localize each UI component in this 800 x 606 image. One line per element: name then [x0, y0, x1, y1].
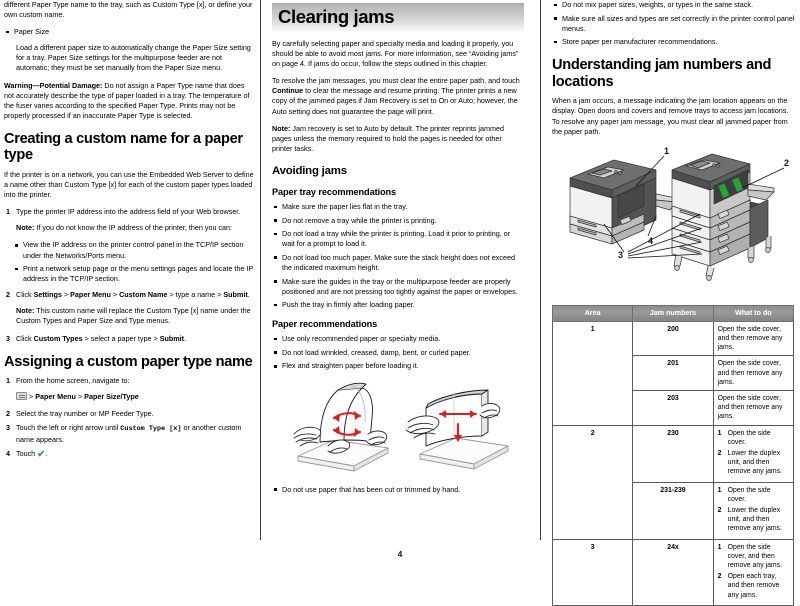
bullet-text: Make sure all sizes and types are set correctly in the printer control panel menus.	[562, 13, 795, 33]
assigning-steps	[4, 376, 254, 386]
column-header-jam-numbers: Jam numbers	[633, 305, 713, 321]
bullet-text: Do not mix paper sizes, weights, or types in the same stack.	[562, 0, 753, 9]
custom-name-step3	[4, 334, 254, 344]
step3-post: or another custom name appears.	[16, 423, 242, 444]
note-label: Note:	[272, 123, 291, 133]
paper-recommendation-list-after	[272, 485, 524, 495]
sep: >	[110, 290, 120, 300]
cell-what-to-do: Open the side cover, and then remove any jams.	[713, 356, 793, 391]
column-divider-left	[260, 0, 261, 540]
cell-jam-number: 230	[633, 425, 713, 482]
bullet-text: Store paper per manufacturer recommendations.	[562, 37, 718, 47]
menu-custom-types: Custom Types	[33, 333, 83, 343]
step-number: 2	[6, 290, 10, 300]
sep: >	[61, 290, 71, 300]
list-item	[272, 229, 524, 249]
custom-name-steps	[4, 207, 254, 217]
substep-number: 1	[717, 486, 722, 494]
cell-what-to-do: Open the side cover, and then remove any jams.	[713, 390, 793, 425]
note-body: Jam recovery is set to Auto by default. The printer reprints jammed pages unless the memory required to hold the pages is needed for other printer tasks.	[272, 123, 504, 153]
home-icon	[16, 392, 27, 400]
note-label: Note:	[16, 223, 35, 233]
callout-3: 3	[618, 249, 624, 260]
list-item	[272, 300, 524, 310]
substep-number: 1	[717, 429, 722, 437]
step3-prefix: Click	[16, 333, 34, 343]
clearing-jams-intro-2	[272, 76, 524, 116]
sep: >	[75, 392, 85, 402]
paper-size-bullet-label: Paper Size	[14, 27, 50, 37]
heading-assigning-custom-paper-type: Assigning a custom paper type name	[4, 353, 253, 370]
heading-paper-recommendations: Paper recommendations	[272, 319, 378, 330]
list-item	[272, 334, 524, 344]
menu-submit: Submit	[159, 333, 185, 343]
cell-jam-number: 200	[633, 321, 713, 356]
step1-sub-bullets	[13, 240, 254, 284]
continued-paragraph: different Paper Type name to the tray, such as Custom Type [x], or define your own custom name.	[4, 0, 253, 20]
list-item	[13, 264, 254, 284]
menu-custom-name: Custom Name	[119, 290, 168, 300]
list-item	[4, 409, 254, 419]
jam-numbers-intro: When a jam occurs, a message indicating the jam location appears on the display. Open doors and covers and remove trays to access jam locations. To resolve any paper jam message, you must clear all jammed paper from the paper path.	[552, 96, 789, 136]
menu-paper-menu: Paper Menu	[70, 290, 111, 300]
step3-end: .	[184, 333, 187, 343]
cell-area	[553, 482, 633, 539]
menu-paper-size-type: Paper Size/Type	[84, 392, 139, 402]
step-text	[16, 290, 250, 299]
step-number: 3	[6, 423, 10, 433]
list-item	[552, 14, 796, 34]
list-item	[718, 429, 789, 447]
step-text: From the home screen, navigate to:	[16, 376, 130, 386]
paper-tray-recommendation-list	[272, 202, 524, 310]
substep-number: 2	[717, 507, 722, 514]
continue-button-label: Continue	[272, 86, 304, 96]
custom-name-intro: If the printer is on a network, you can use the Embedded Web Server to define a name other than Custom Type [x] for each of the custom paper types loaded into the printer.	[4, 169, 254, 200]
home-screen-navigation-path	[16, 392, 254, 402]
menu-settings: Settings	[33, 290, 62, 300]
step2-end: .	[247, 290, 250, 300]
step-text	[16, 334, 186, 343]
bullet-text: Do not load a tray while the printer is printing. Load it prior to printing, or wait for a prompt to load it.	[282, 229, 511, 249]
flex-paper-illustration	[276, 378, 524, 479]
substep-text: Lower the duplex unit, and then remove any jams.	[727, 449, 783, 476]
step2-mid: > type a name >	[167, 290, 224, 300]
substep-text: Open the side cover.	[727, 429, 771, 446]
page-number: 4	[397, 549, 403, 559]
jam-recovery-note	[272, 124, 524, 154]
column-header-what-to-do: What to do	[713, 305, 793, 321]
substep-list	[718, 486, 789, 534]
step-text: Type the printer IP address into the address field of your Web browser.	[16, 207, 241, 217]
step-number: 3	[6, 333, 10, 343]
warning-paragraph	[4, 81, 254, 121]
heading-creating-custom-name: Creating a custom name for a paper type	[4, 130, 243, 164]
list-item	[718, 486, 789, 504]
substep-number: 1	[717, 543, 722, 551]
list-item	[272, 202, 524, 212]
intro2-a: To resolve the jam messages, you must clear the entire paper path, and touch	[272, 76, 520, 86]
step-number: 2	[6, 409, 10, 419]
menu-paper-menu: Paper Menu	[35, 392, 76, 402]
list-item	[272, 485, 524, 495]
assigning-steps-rest	[4, 409, 254, 458]
list-item	[4, 423, 254, 444]
heading-paper-tray-recommendations: Paper tray recommendations	[272, 186, 397, 197]
warning-body: Do not assign a Paper Type name that does not accurately describe the type of paper loaded in a tray. The temperature of the fuser varies according to the specified Paper Type. Prints may not be properly processed if an inaccurate Paper Type is selected.	[4, 80, 250, 120]
list-item	[718, 572, 789, 600]
sub-bullet-text: View the IP address on the printer control panel in the TCP/IP section under the Networks/Ports menu.	[23, 240, 244, 260]
note-body: This custom name will replace the Custom Type [x] name under the Custom Types and Paper Size and Type menus.	[16, 306, 251, 326]
step1-note	[16, 223, 254, 233]
sub-bullet-text: Print a network setup page or the menu settings pages and locate the IP address in the TCP/IP section.	[23, 264, 254, 284]
bullet-text: Flex and straighten paper before loading it.	[282, 361, 419, 371]
list-item	[718, 506, 789, 534]
sep: >	[27, 392, 36, 402]
heading-avoiding-jams: Avoiding jams	[272, 164, 347, 177]
substep-number: 2	[717, 449, 722, 457]
list-item	[272, 277, 524, 297]
heading-understanding-jam-numbers: Understanding jam numbers and locations	[552, 57, 772, 90]
cell-area: 2	[553, 425, 633, 482]
list-item	[718, 449, 789, 477]
list-item	[272, 253, 524, 273]
substep-text: Open each tray, and then remove any jams.	[727, 573, 780, 599]
callout-4: 4	[648, 235, 654, 246]
step3-pre: Touch the left or right arrow until	[16, 423, 121, 433]
list-item	[4, 449, 254, 459]
jam-numbers-table	[552, 305, 794, 606]
list-item	[4, 207, 254, 217]
cell-what-to-do	[713, 425, 793, 482]
left-column	[4, 0, 254, 540]
clearing-jams-intro-1: By carefully selecting paper and specialty media and loading it properly, you should be able to avoid most jams. For more information, see “Avoiding jams” on page 4. If jams do occur, follow the steps outlined in this chapter.	[272, 39, 519, 69]
note-body: If you do not know the IP address of the printer, then you can:	[34, 223, 233, 233]
callout-2: 2	[784, 157, 790, 168]
step-text	[16, 449, 47, 458]
table-row	[553, 425, 794, 482]
list-item	[4, 376, 254, 386]
table-row	[553, 482, 794, 539]
step3-mid: > select a paper type >	[82, 333, 160, 343]
chapter-title-banner: Clearing jams	[272, 3, 524, 31]
cell-area: 3	[553, 539, 633, 605]
paper-recommendation-list	[272, 334, 524, 371]
step-text: Select the tray number or MP Feeder Type.	[16, 409, 154, 419]
step4-post: .	[45, 448, 48, 458]
column-header-area: Area	[553, 305, 633, 321]
callout-1: 1	[664, 145, 670, 156]
paper-recommendation-continued-list	[552, 0, 796, 47]
cell-area: 1	[553, 321, 633, 356]
bullet-text: Do not load too much paper. Make sure the stack height does not exceed the indicated maximum height.	[282, 252, 515, 272]
bullet-text: Do not load wrinkled, creased, damp, bent, or curled paper.	[282, 347, 471, 357]
paper-size-bullet-list	[4, 27, 254, 37]
cell-jam-number: 201	[633, 356, 713, 391]
table-row	[553, 390, 794, 425]
bullet-text: Make sure the guides in the tray or the multipurpose feeder are properly positioned and are not pressing too tightly against the paper or envelopes.	[282, 276, 518, 296]
list-item	[552, 37, 796, 47]
cell-what-to-do: Open the side cover, and then remove any jams.	[713, 321, 793, 356]
step-number: 1	[6, 376, 10, 386]
cell-what-to-do	[713, 482, 793, 539]
cell-area	[553, 356, 633, 391]
list-item	[552, 0, 796, 10]
right-column	[552, 0, 796, 599]
substep-text: Open the side cover.	[727, 486, 771, 503]
cell-area	[553, 390, 633, 425]
bullet-text: Do not use paper that has been cut or trimmed by hand.	[282, 484, 461, 494]
note-label: Note:	[16, 306, 35, 316]
list-item	[4, 27, 254, 37]
list-item	[272, 361, 524, 371]
bullet-text: Use only recommended paper or specialty media.	[282, 334, 441, 344]
custom-type-token: Custom Type [x]	[120, 425, 182, 434]
warning-label: Warning—Potential Damage:	[4, 80, 103, 90]
list-item	[272, 348, 524, 358]
substep-number: 2	[717, 573, 722, 581]
substep-list	[718, 429, 789, 477]
step2-note	[16, 306, 254, 326]
substep-text: Open the side cover, and then remove any jams.	[727, 543, 783, 570]
list-item	[13, 240, 254, 260]
paper-size-body: Load a different paper size to automatically change the Paper Size setting for a tray. Paper Size settings for the multipurpose feeder are not automatic; they must be set manually from the Paper Size menu.	[16, 43, 251, 73]
table-header-row	[553, 305, 794, 321]
list-item	[4, 334, 254, 344]
middle-column	[272, 0, 524, 540]
table-row	[553, 321, 794, 356]
cell-jam-number: 231-239	[633, 482, 713, 539]
cell-jam-number: 24x	[633, 539, 713, 605]
custom-name-step2	[4, 290, 254, 300]
bullet-text: Push the tray in firmly after loading paper.	[282, 300, 415, 310]
table-row	[553, 356, 794, 391]
column-divider-right	[540, 0, 541, 540]
step-number: 1	[6, 207, 10, 217]
printer-jam-locations-illustration	[552, 144, 796, 299]
menu-submit: Submit	[223, 290, 248, 300]
green-checkmark-icon: ✔	[37, 448, 46, 460]
step-number: 4	[6, 448, 10, 458]
cell-jam-number: 203	[633, 390, 713, 425]
step-text	[16, 423, 241, 443]
step4-pre: Touch	[16, 448, 38, 458]
substep-text: Lower the duplex unit, and then remove any jams.	[727, 507, 783, 533]
intro2-c: to clear the message and resume printing. The printer prints a new copy of the jammed pages if Jam Recovery is set to On or Auto; however, the Auto setting does not guarantee the page will print.	[272, 86, 518, 116]
list-item	[272, 216, 524, 226]
bullet-text: Do not remove a tray while the printer is printing.	[282, 215, 437, 225]
bullet-text: Make sure the paper lies flat in the tray.	[282, 201, 408, 211]
list-item	[4, 290, 254, 300]
step2-prefix: Click	[16, 290, 34, 300]
